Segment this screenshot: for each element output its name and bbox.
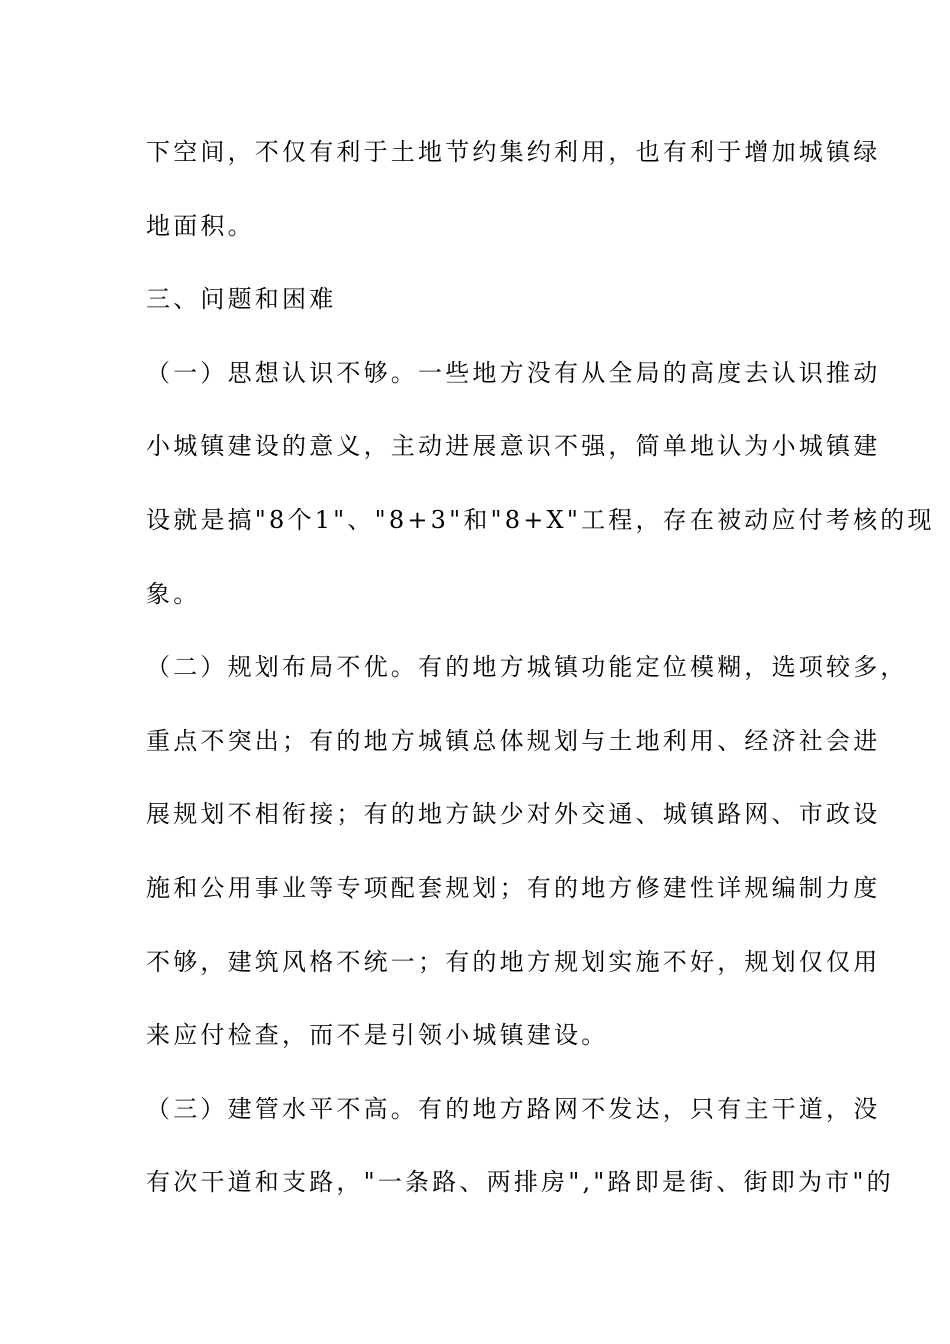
section-heading: 三、问题和困难 bbox=[146, 285, 337, 314]
text-line: （一）思想认识不够。一些地方没有从全局的高度去认识推动 bbox=[146, 358, 881, 387]
text-line: 象。 bbox=[146, 579, 201, 608]
text-line: 设就是搞"8个1"、"8+3"和"8+X"工程，存在被动应付考核的现 bbox=[146, 505, 935, 534]
text-line: 有次干道和支路，"一条路、两排房","路即是街、街即为市"的 bbox=[146, 1168, 894, 1197]
text-line: 施和公用事业等专项配套规划；有的地方修建性详规编制力度 bbox=[146, 873, 881, 902]
text-line: 重点不突出；有的地方城镇总体规划与土地利用、经济社会进 bbox=[146, 726, 881, 755]
text-line: 下空间，不仅有利于土地节约集约利用，也有利于增加城镇绿 bbox=[146, 138, 881, 166]
text-line: 地面积。 bbox=[146, 211, 255, 240]
text-line: 来应付检查，而不是引领小城镇建设。 bbox=[146, 1021, 609, 1050]
text-line: （二）规划布局不优。有的地方城镇功能定位模糊，选项较多， bbox=[146, 653, 908, 682]
text-line: 小城镇建设的意义，主动进展意识不强，简单地认为小城镇建 bbox=[146, 432, 881, 461]
text-line: （三）建管水平不高。有的地方路网不发达，只有主干道，没 bbox=[146, 1094, 881, 1123]
text-line: 不够，建筑风格不统一；有的地方规划实施不好，规划仅仅用 bbox=[146, 947, 881, 976]
text-line: 展规划不相衔接；有的地方缺少对外交通、城镇路网、市政设 bbox=[146, 800, 881, 829]
document-body bbox=[146, 134, 935, 1238]
